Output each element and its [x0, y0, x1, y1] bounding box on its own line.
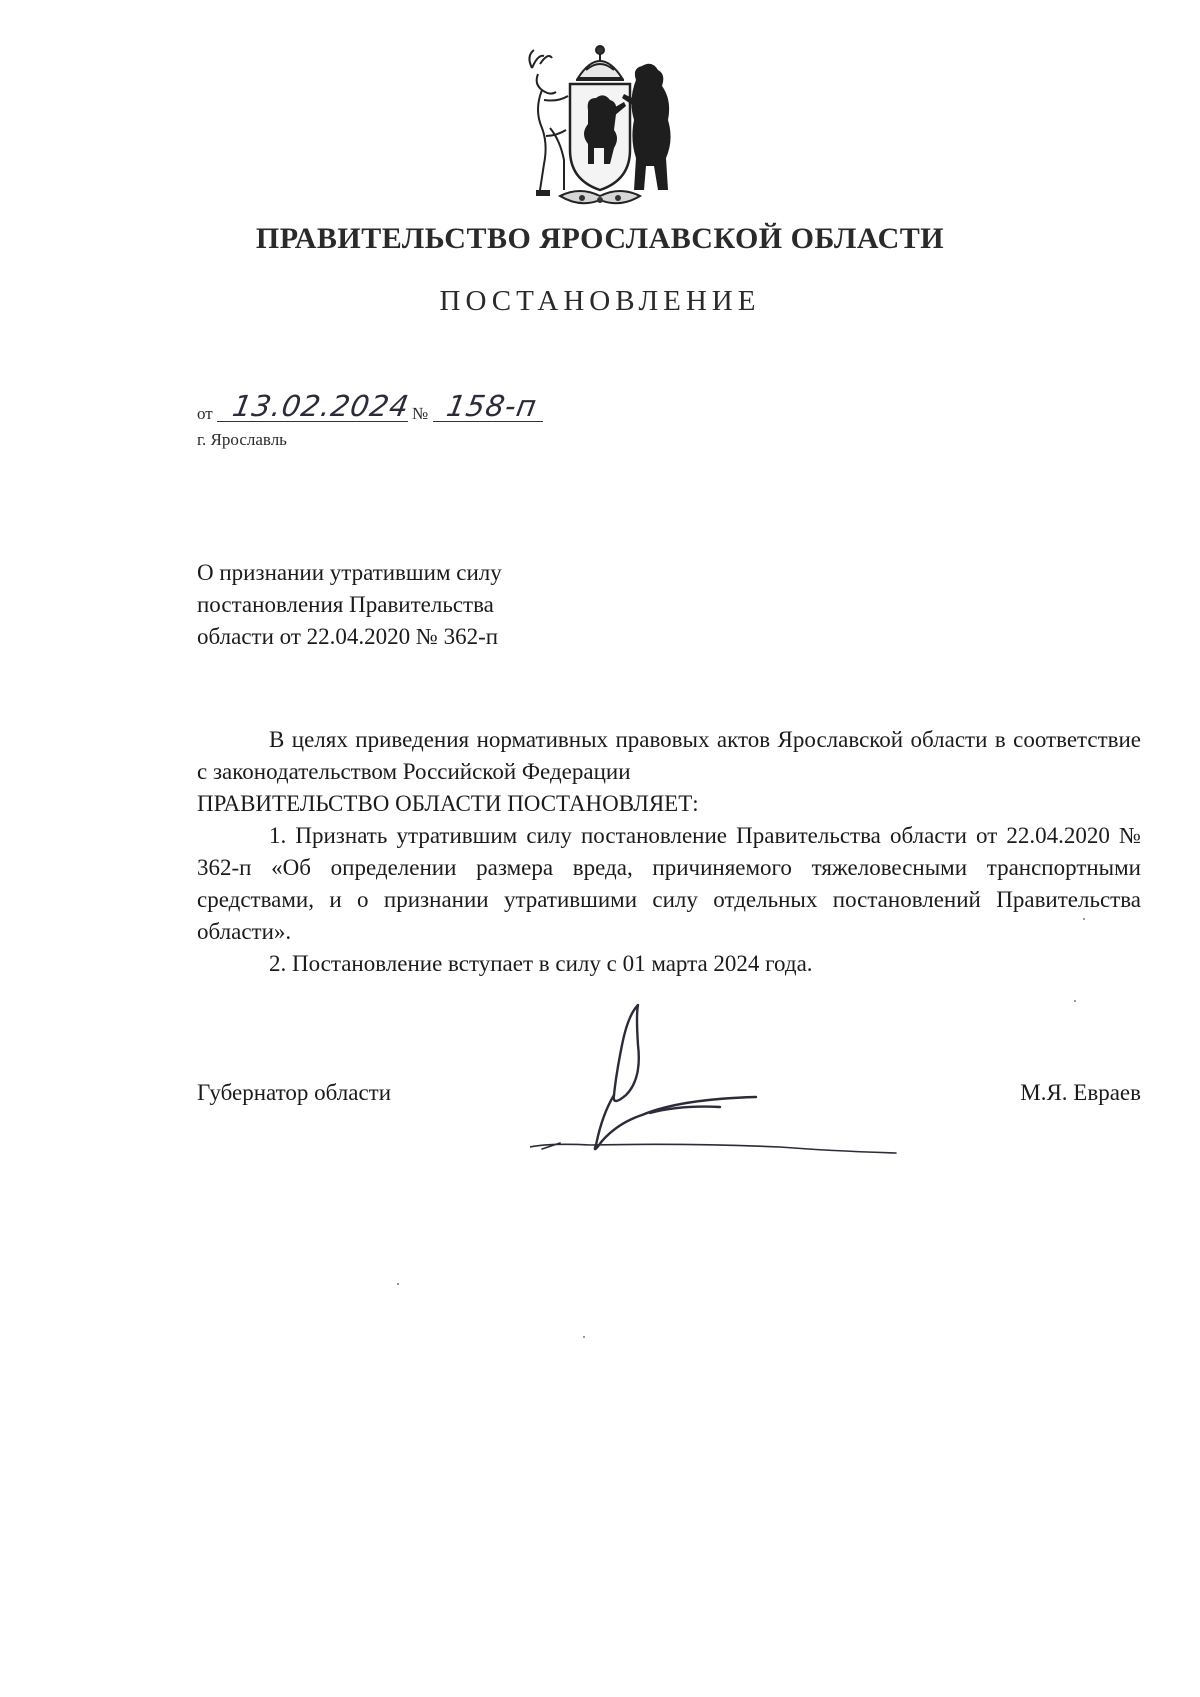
scan-speck [397, 1283, 399, 1285]
item-1-paragraph: 1. Признать утратившим силу постановление Правительства области от 22.04.2020 № 362-п «Об определении размера вреда, причиняемого тяжеловесными транспортными средствами, и о признании утратившими силу отдельных постановлений Правительства области». [197, 823, 1141, 944]
subject-line: О признании утратившим силу [197, 560, 502, 585]
organization-title: ПРАВИТЕЛЬСТВО ЯРОСЛАВСКОЙ ОБЛАСТИ [255, 222, 945, 255]
date-prefix: от [197, 404, 213, 423]
number-prefix: № [412, 404, 429, 423]
city: г. Ярославль [197, 430, 287, 449]
handwritten-date: 13.02.2024 [230, 389, 413, 423]
document-type: ПОСТАНОВЛЕНИЕ [439, 285, 761, 317]
handwritten-signature [530, 995, 930, 1175]
handwritten-number: 158-п [444, 389, 540, 423]
scan-speck [1074, 1000, 1076, 1002]
resolution-statement: ПРАВИТЕЛЬСТВО ОБЛАСТИ ПОСТАНОВЛЯЕТ: [197, 791, 699, 816]
scan-speck [583, 1336, 585, 1338]
preamble-paragraph: В целях приведения нормативных правовых актов Ярославской области в соответствие с законодательством Российской Федерации [197, 727, 1141, 784]
registration-line [197, 389, 757, 427]
signatory-position: Губернатор области [197, 1080, 392, 1105]
item-2-paragraph: 2. Постановление вступает в силу с 01 марта 2024 года. [269, 951, 813, 976]
document-subject [197, 557, 617, 653]
document-body [197, 724, 1141, 980]
subject-line: области от 22.04.2020 № 362-п [197, 624, 499, 649]
coat-of-arms-icon [520, 40, 680, 212]
signatory-name: М.Я. Евраев [1020, 1080, 1141, 1105]
scan-speck [1083, 918, 1085, 920]
subject-line: постановления Правительства [197, 592, 494, 617]
